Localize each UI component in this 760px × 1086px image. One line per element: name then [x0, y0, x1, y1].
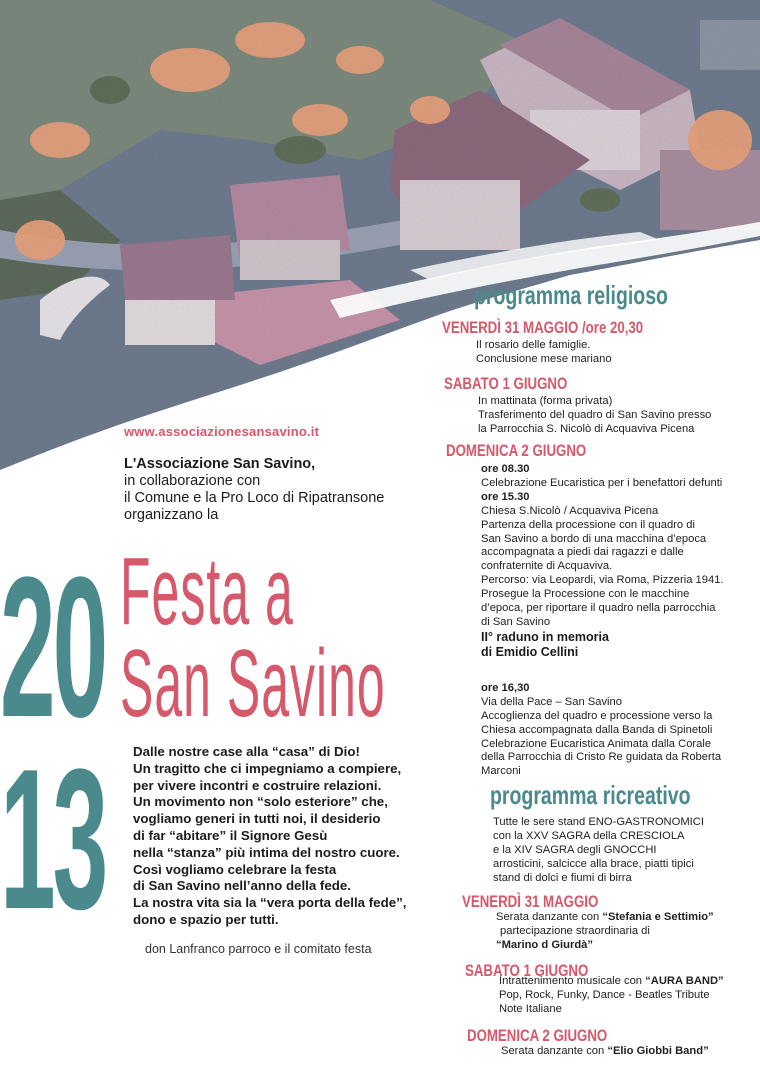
text-line: Celebrazione Eucaristica per i benefattori defunti [481, 476, 723, 489]
religioso-domenica-body [481, 463, 724, 779]
message-line: per vivere incontri e costruire relazioni. [133, 777, 382, 793]
ricreativo-venerdi-title: VENERDÌ 31 MAGGIO [462, 892, 599, 911]
time-label: ore 08.30 [481, 463, 530, 475]
text-line: partecipazione straordinaria di [500, 924, 650, 937]
ricreativo-intro [493, 816, 704, 886]
text-line: Tutte le sere stand ENO-GASTRONOMICI [493, 816, 704, 828]
intro-line: il Comune e la Pro Loco di Ripatransone [124, 490, 385, 506]
text-line: stand di dolci e fiumi di birra [493, 871, 632, 884]
text-line: arrosticini, salcicce alla brace, piatti tipici [493, 857, 694, 870]
text-part: Serata danzante con [496, 911, 603, 923]
intro-org: L'Associazione San Savino, [124, 456, 316, 472]
religioso-title: programma religioso [474, 280, 668, 310]
text-line: Il rosario delle famiglie. [476, 339, 591, 351]
message-line: nella “stanza” più intima del nostro cuore. [133, 844, 400, 860]
event-title [120, 538, 386, 737]
text-line: Trasferimento del quadro di San Savino presso [478, 408, 712, 421]
religioso-sabato-title: SABATO 1 GIUGNO [444, 374, 568, 393]
artist-name: “Stefania e Settimio” [602, 911, 714, 923]
text-line: In mattinata (forma privata) [478, 395, 613, 407]
message-line: vogliamo generi in tutti noi, il desiderio [133, 811, 381, 827]
event-title-line2: San Savino [120, 630, 386, 737]
text-line: della Parrocchia di Cristo Re guidata da Roberta [481, 751, 722, 764]
text-line: San Savino a bordo di una macchina d’epoca [481, 532, 707, 545]
aerial-village-photo [0, 0, 760, 520]
religioso-domenica-title: DOMENICA 2 GIUGNO [446, 441, 587, 460]
year-bottom: 13 [0, 728, 106, 951]
artist-name: “Elio Giobbi Band” [607, 1045, 709, 1057]
text-line: Accoglienza del quadro e processione verso la [481, 709, 713, 722]
ricreativo-domenica-title: DOMENICA 2 GIUGNO [467, 1026, 608, 1045]
message-line: Un tragitto che ci impegniamo a compiere, [133, 760, 402, 776]
raduno-line: II° raduno in memoria [481, 629, 609, 644]
message-line: di San Savino nell’anno della fede. [133, 878, 351, 894]
text-line [501, 1045, 709, 1059]
text-line: la Parrocchia S. Nicolò di Acquaviva Picena [478, 422, 695, 435]
ricreativo-sabato-body [499, 975, 724, 1017]
time-label: ore 16,30 [481, 681, 530, 694]
text-line: Celebrazione Eucaristica Animata dalla Corale [481, 737, 712, 750]
text-line: Via della Pace – San Savino [481, 695, 622, 708]
text-part: Serata danzante con [501, 1045, 608, 1057]
signature: don Lanfranco parroco e il comitato festa [145, 942, 372, 956]
artist-name: “Marino d Giurdà” [496, 938, 593, 951]
text-line: Prosegue la Processione con le macchine [481, 588, 690, 601]
intro-line: organizzano la [124, 507, 219, 523]
text-line [499, 975, 724, 989]
religioso-venerdi-body [476, 339, 612, 367]
raduno-line: di Emidio Cellini [481, 644, 579, 659]
ricreativo-sabato-title: SABATO 1 GIUGNO [465, 961, 589, 980]
text-line: Partenza della processione con il quadro di [481, 518, 695, 531]
text-line: Conclusione mese mariano [476, 352, 612, 365]
religioso-sabato-body [478, 395, 711, 437]
message-line: dono e spazio per tutti. [133, 911, 279, 927]
text-line: confraternite di Acquaviva. [481, 560, 613, 573]
time-label: ore 15.30 [481, 490, 530, 503]
text-line: Marconi [481, 765, 521, 778]
message-line: Dalle nostre case alla “casa” di Dio! [133, 744, 360, 759]
text-line: Chiesa accompagnata dalla Banda di Spinetoli [481, 723, 713, 736]
text-part: Intrattenimento musicale con [499, 975, 646, 987]
website-link[interactable]: www.associazionesansavino.it [124, 424, 320, 439]
year-number [0, 536, 106, 951]
intro-block [124, 456, 384, 524]
religioso-venerdi-title: VENERDÌ 31 MAGGIO /ore 20,30 [442, 318, 644, 337]
message-line: di far “abitare” il Signore Gesù [133, 827, 328, 843]
message-line: Un movimento non “solo esteriore” che, [133, 794, 388, 810]
text-line: accompagnata a piedi dai ragazzi e dalle [481, 546, 684, 559]
message-block [133, 744, 406, 929]
ricreativo-venerdi-body [496, 911, 714, 953]
message-line: La nostra vita sia la “vera porta della fede”, [133, 895, 407, 911]
artist-name: “AURA BAND” [645, 975, 724, 987]
event-title-line1: Festa a [120, 538, 294, 645]
ricreativo-domenica-body [501, 1045, 709, 1059]
text-line: Pop, Rock, Funky, Dance - Beatles Tribute [499, 988, 710, 1001]
text-line: e la XIV SAGRA degli GNOCCHI [493, 843, 657, 856]
text-line: Percorso: via Leopardi, via Roma, Pizzeria 1941. [481, 574, 724, 587]
text-line: Chiesa S.Nicolò / Acquaviva Picena [481, 504, 659, 517]
text-line: con la XXV SAGRA della CRESCIOLA [493, 829, 685, 842]
text-line [496, 911, 714, 925]
message-line: Così vogliamo celebrare la festa [133, 861, 337, 877]
ricreativo-title: programma ricreativo [490, 780, 691, 810]
text-line: d’epoca, per riportare il quadro nella parrocchia [481, 602, 716, 615]
text-line: di San Savino [481, 615, 551, 628]
intro-line: in collaborazione con [124, 473, 261, 489]
year-top: 20 [0, 536, 106, 759]
text-line: Note Italiane [499, 1002, 562, 1015]
